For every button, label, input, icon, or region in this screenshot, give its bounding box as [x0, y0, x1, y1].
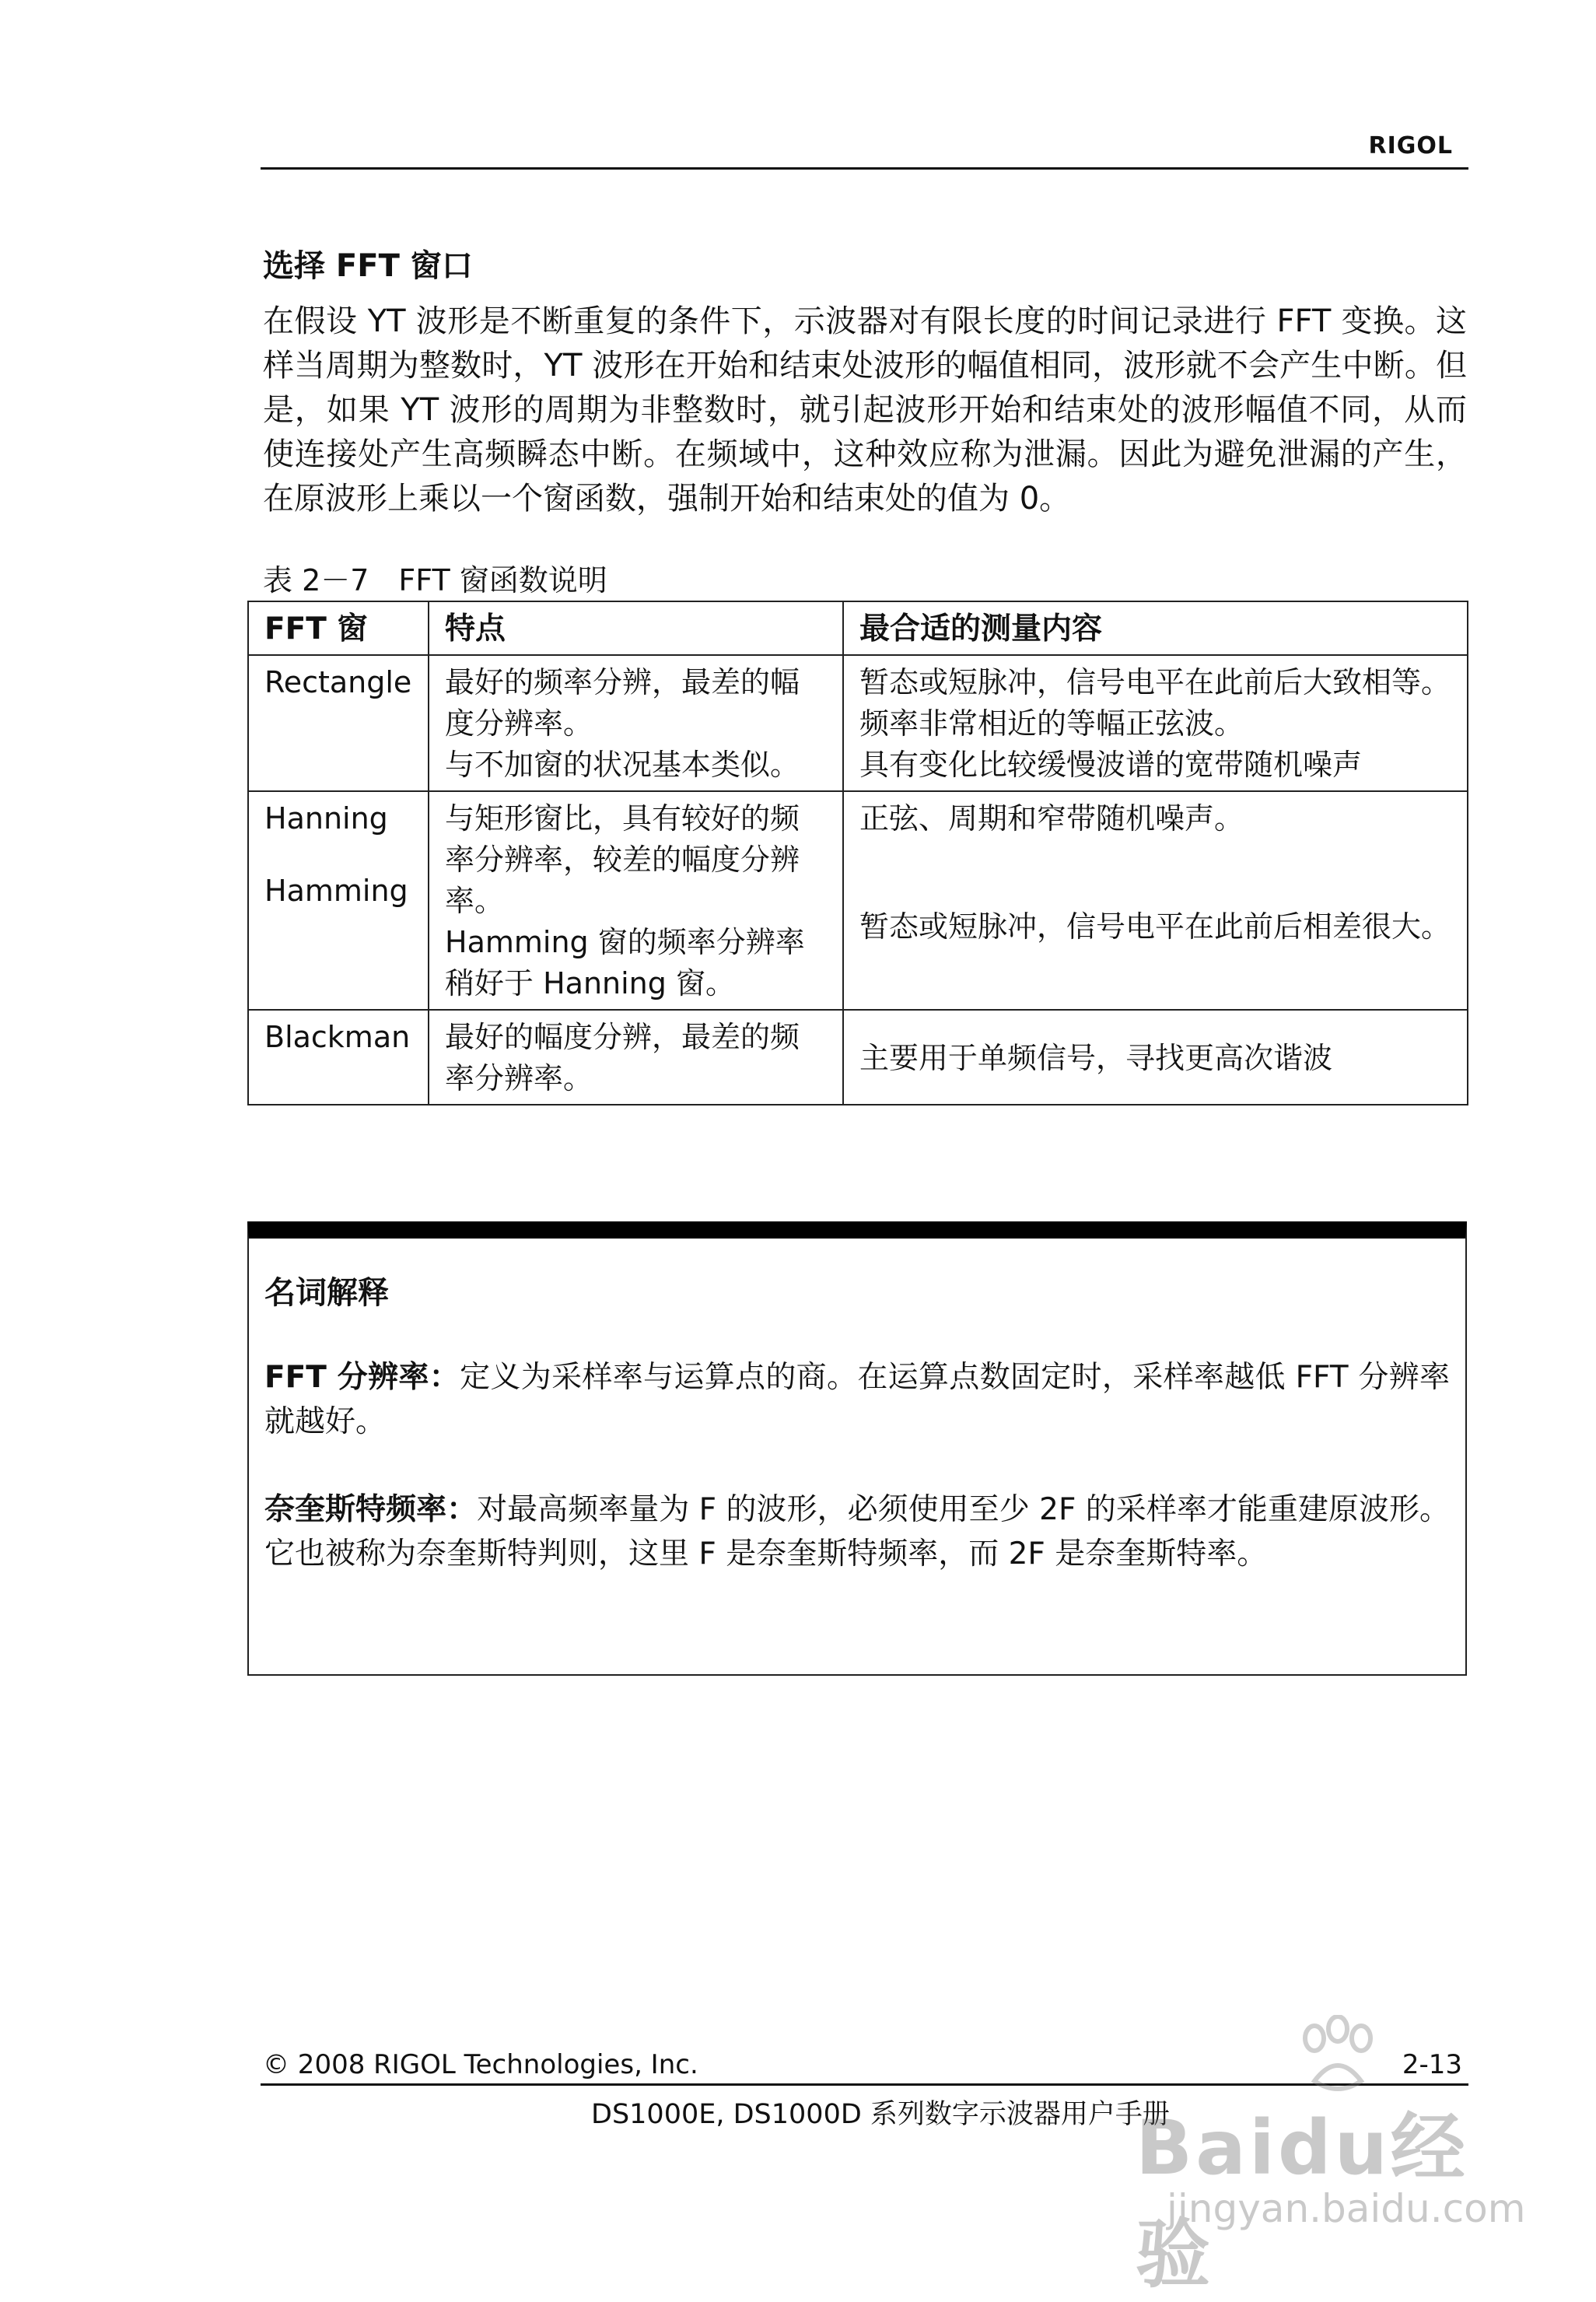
header-usage: 最合适的测量内容 — [843, 601, 1468, 655]
usage-line: 具有变化比较缓慢波谱的宽带随机噪声 — [859, 748, 1363, 782]
glossary-box — [247, 1221, 1467, 1676]
header-rule — [261, 167, 1468, 170]
cell-gap — [859, 839, 1451, 906]
usage-line: 暂态或短脉冲，信号电平在此前后大致相等。 — [859, 665, 1451, 699]
footer-page-number: 2-13 — [1402, 2049, 1462, 2080]
window-feature — [429, 655, 843, 791]
window-name-hamming: Hamming — [264, 874, 408, 908]
usage-line: 正弦、周期和窄带随机噪声。 — [859, 801, 1244, 836]
glossary-entry-fft-resolution — [264, 1355, 1450, 1444]
watermark-brand: Baidu经验 — [1136, 2104, 1468, 2298]
footer-manual-title: DS1000E, DS1000D 系列数字示波器用户手册 — [591, 2099, 1170, 2130]
feature-line: 与矩形窗比，具有较好的频率分辨率，较差的幅度分辨率。 — [445, 801, 800, 918]
window-name: Blackman — [248, 1010, 429, 1105]
header-brand: RIGOL — [1368, 132, 1453, 159]
table-header-row — [248, 601, 1468, 655]
window-feature — [429, 1010, 843, 1105]
glossary-entry-nyquist — [264, 1487, 1450, 1576]
usage-line: 主要用于单频信号，寻找更高次谐波 — [859, 1040, 1333, 1075]
header-window: FFT 窗 — [248, 601, 429, 655]
header-feature: 特点 — [429, 601, 843, 655]
window-name — [248, 791, 429, 1010]
cell-gap — [264, 839, 412, 871]
feature-line: 最好的幅度分辨，最差的频率分辨率。 — [445, 1020, 800, 1095]
baidu-watermark — [1120, 2015, 1540, 2298]
glossary-title: 名词解释 — [264, 1275, 389, 1311]
window-name: Rectangle — [248, 655, 429, 791]
glossary-term: 奈奎斯特频率： — [264, 1492, 478, 1527]
feature-line: Hamming 窗的频率分辨率稍好于 Hanning 窗。 — [445, 925, 805, 1000]
paw-icon — [1291, 2015, 1384, 2101]
window-feature — [429, 791, 843, 1010]
feature-line: 与不加窗的状况基本类似。 — [445, 748, 800, 782]
usage-line: 频率非常相近的等幅正弦波。 — [859, 706, 1244, 741]
glossary-definition: 定义为采样率与运算点的商。在运算点数固定时，采样率越低 FFT 分辨率就越好。 — [264, 1360, 1450, 1439]
window-usage — [843, 791, 1468, 1010]
window-name-hanning: Hanning — [264, 801, 388, 836]
feature-line: 最好的频率分辨，最差的幅度分辨率。 — [445, 665, 800, 741]
intro-paragraph: 在假设 YT 波形是不断重复的条件下，示波器对有限长度的时间记录进行 FFT 变换。这样当周期为整数时，YT 波形在开始和结束处波形的幅值相同，波形就不会产生中断。但是，如果 YT 波形的周期为非整数时，就引起波形开始和结束处的波形幅值不同，从而使连接处产生高频瞬态中断。在频域中，这种效应称为泄漏。因此为避免泄漏的产生，在原波形上乘以一个窗函数，强制开始和结束处的值为 0。 — [263, 303, 1467, 517]
fft-window-table — [247, 601, 1468, 1105]
window-usage — [843, 1010, 1468, 1105]
table-row — [248, 1010, 1468, 1105]
table-row — [248, 791, 1468, 1010]
glossary-definition: 对最高频率量为 F 的波形，必须使用至少 2F 的采样率才能重建原波形。它也被称为奈奎斯特判则，这里 F 是奈奎斯特频率，而 2F 是奈奎斯特率。 — [264, 1492, 1450, 1571]
glossary-term: FFT 分辨率： — [264, 1360, 460, 1395]
section-title: 选择 FFT 窗口 — [263, 248, 473, 284]
table-row — [248, 655, 1468, 791]
window-usage — [843, 655, 1468, 791]
table-caption: 表 2－7 FFT 窗函数说明 — [263, 563, 607, 597]
watermark-url: jingyan.baidu.com — [1167, 2186, 1526, 2231]
footer-copyright: © 2008 RIGOL Technologies, Inc. — [263, 2049, 698, 2080]
usage-line: 暂态或短脉冲，信号电平在此前后相差很大。 — [859, 909, 1451, 944]
